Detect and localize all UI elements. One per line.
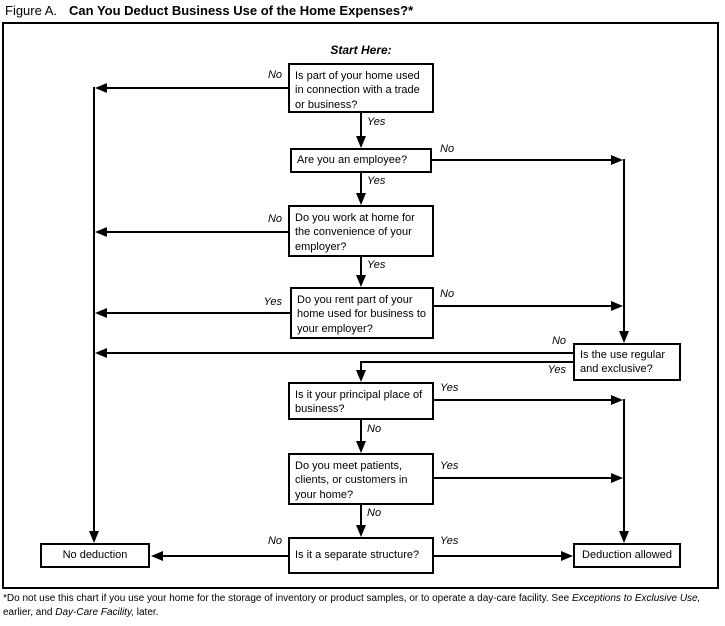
flow-line-employee-yes	[360, 173, 362, 195]
arrowhead-convenience-no	[95, 227, 107, 237]
flow-box-no-deduction: No deduction	[40, 543, 150, 568]
arrowhead-homeuse-yes	[356, 136, 366, 148]
edge-label-yes: Yes	[263, 296, 282, 308]
arrowhead-principal-no	[356, 441, 366, 453]
edge-label-no: No	[367, 507, 382, 519]
arrowhead-patients-no	[356, 525, 366, 537]
flow-box-employee: Are you an employee?	[290, 148, 432, 173]
flow-box-rent-to-employer: Do you rent part of your home used for business to your employer?	[290, 287, 434, 339]
edge-label-yes: Yes	[440, 535, 459, 547]
flow-line-homeuse-no	[104, 87, 288, 89]
flow-line-rent-no	[434, 305, 616, 307]
edge-label-no: No	[267, 69, 282, 81]
footnote-text-before: *Do not use this chart if you use your home for the storage of inventory or product samples, or to operate a day-care facility. See	[3, 593, 572, 604]
edge-label-yes: Yes	[440, 460, 459, 472]
footnote-ref-day-care: Day-Care Facility,	[55, 607, 134, 618]
arrowhead-principal-yes	[611, 395, 623, 405]
flow-box-regular-exclusive: Is the use regular and exclusive?	[573, 343, 681, 381]
flow-box-deduction-allowed: Deduction allowed	[573, 543, 681, 568]
arrowhead-convenience-yes	[356, 275, 366, 287]
edge-label-yes: Yes	[440, 382, 459, 394]
flow-line-regular-yes-h	[360, 361, 573, 363]
flow-line-employee-no	[432, 159, 616, 161]
edge-label-no: No	[440, 288, 455, 300]
edge-label-no: No	[267, 213, 282, 225]
arrowhead-regular-no	[95, 348, 107, 358]
edge-label-yes: Yes	[367, 116, 386, 128]
flow-box-home-use: Is part of your home used in connection with a trade or business?	[288, 63, 434, 113]
flow-box-separate-structure: Is it a separate structure?	[288, 537, 434, 574]
flow-box-convenience: Do you work at home for the convenience of your employer?	[288, 205, 434, 257]
arrowhead-employee-no	[611, 155, 623, 165]
arrowhead-patients-yes	[611, 473, 623, 483]
figure-title-text: Can You Deduct Business Use of the Home Expenses?*	[69, 3, 414, 18]
arrowhead-rent-no	[611, 301, 623, 311]
figure-label: Figure A.	[5, 3, 58, 18]
arrowhead-employee-yes	[356, 193, 366, 205]
flow-line-regular-no	[104, 352, 573, 354]
flow-line-right-collector-upper	[623, 159, 625, 332]
edge-label-no: No	[367, 423, 382, 435]
arrowhead-rent-yes	[95, 308, 107, 318]
flow-box-principal-place: Is it your principal place of business?	[288, 382, 434, 420]
arrowhead-into-regular-exclusive	[619, 331, 629, 343]
edge-label-yes: Yes	[547, 364, 566, 376]
arrowhead-regular-yes	[356, 370, 366, 382]
flow-line-patients-yes	[434, 477, 616, 479]
flow-line-convenience-no	[104, 231, 288, 233]
flow-box-patients-clients: Do you meet patients, clients, or customers in your home?	[288, 453, 434, 505]
footnote-text-middle: earlier, and	[3, 607, 56, 618]
flow-line-rent-yes	[104, 312, 290, 314]
flow-line-convenience-yes	[360, 257, 362, 277]
footnote	[3, 592, 719, 620]
flow-line-patients-no	[360, 505, 362, 526]
edge-label-no: No	[440, 143, 455, 155]
arrowhead-into-deduction-allowed	[619, 531, 629, 543]
flow-line-separate-yes	[434, 555, 564, 557]
flow-line-principal-no	[360, 420, 362, 443]
edge-label-no: No	[551, 335, 566, 347]
arrowhead-separate-no	[151, 551, 163, 561]
flow-line-principal-yes	[434, 399, 616, 401]
figure-title	[5, 3, 413, 18]
edge-label-yes: Yes	[367, 259, 386, 271]
flow-line-separate-no	[160, 555, 288, 557]
edge-label-no: No	[267, 535, 282, 547]
arrowhead-homeuse-no	[95, 83, 107, 93]
arrowhead-separate-yes	[561, 551, 573, 561]
arrowhead-into-no-deduction	[89, 531, 99, 543]
edge-label-yes: Yes	[367, 175, 386, 187]
start-here-label: Start Here:	[330, 43, 392, 57]
footnote-text-after: later.	[133, 607, 159, 618]
footnote-ref-exclusive-use: Exceptions to Exclusive Use,	[572, 593, 701, 604]
flow-line-right-collector-lower	[623, 399, 625, 531]
